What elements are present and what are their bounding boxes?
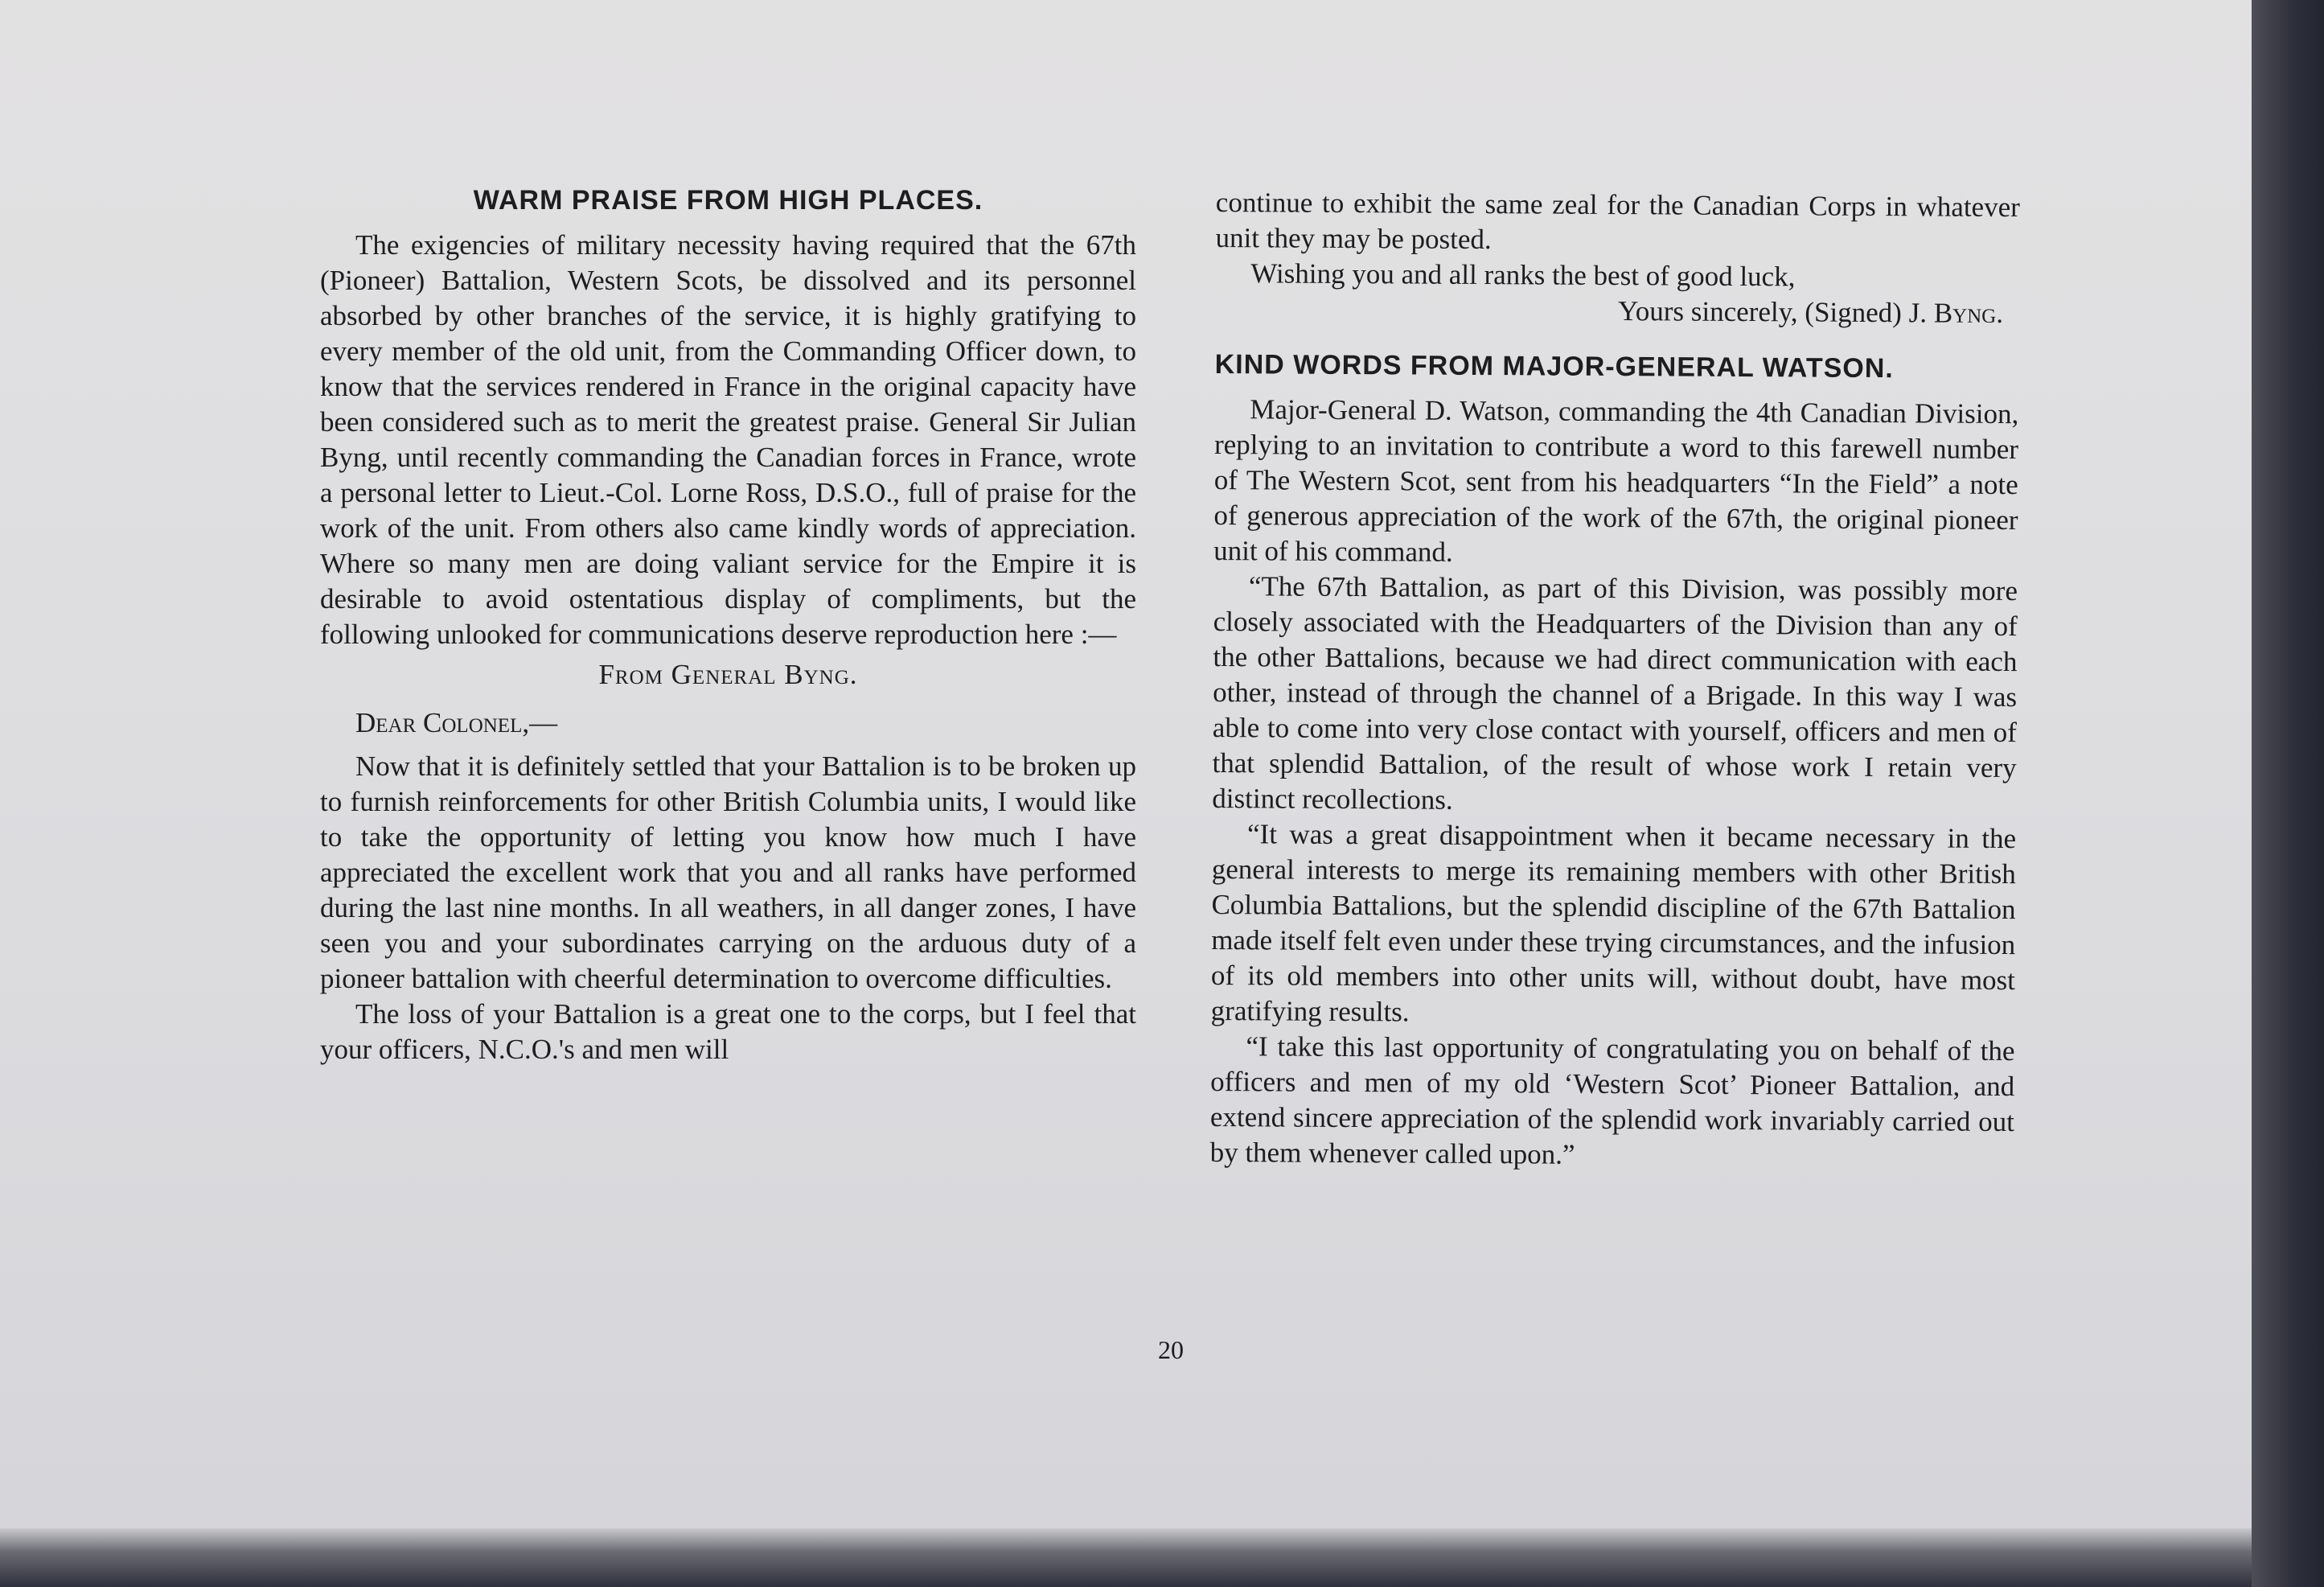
article-heading-warm-praise: WARM PRAISE FROM HIGH PLACES. [473,185,983,216]
signature: J. Byng. [1908,297,2004,329]
intro-paragraph: The exigencies of military necessity having required that the 67th (Pioneer) Battalion, Western Scots, be dissolved and its personnel absorbed by other branches of the service, it is highly gratifying to every member of the old unit, from the Commanding Officer down, to know that the services rendered in France in the original capacity have been considered such as to merit the greatest praise. General Sir Julian Byng, until recently commanding the Canadian forces in France, wrote a personal letter to Lieut.-Col. Lorne Ross, D.S.O., full of praise for the work of the unit. From others also came kindly words of appreciation. Where so many men are doing valiant service for the Empire it is desirable to avoid ostentatious display of compliments, but the following unlooked for communications deserve reproduction here :— [320,229,1136,650]
page-number: 20 [1158,1335,1184,1364]
left-column [320,185,1136,1067]
quote-paragraph: “I take this last opportunity of congratulating you on behalf of the officers and men of my old ‘Western Scot’ Pioneer Battalion, and extend sincere appreciation of the splendid work invariably carried out by them whenever called upon.” [1209,1030,2015,1170]
letter-wishing: Wishing you and all ranks the best of good luck, [1250,257,1796,293]
article-heading-kind-words: KIND WORDS FROM MAJOR-GENERAL WATSON. [1214,348,1894,384]
quote-paragraph: “The 67th Battalion, as part of this Division, was possibly more closely associated with the Headquarters of the Division than any of the other Battalions, because we had direct communication with each other, instead of through the channel of a Brigade. In this way I was able to come into very close contact with yourself, officers and men of that splendid Battalion, of the result of whose work I retain very distinct recollections. [1212,570,2018,816]
letter-closing [1215,291,2019,331]
letter-salutation: Dear Colonel,— [355,707,558,738]
letter-subheading: From General Byng. [598,659,858,690]
page-bottom-edge [0,1528,2252,1587]
intro-paragraph: Major-General D. Watson, commanding the 4th Canadian Division, replying to an invitation to contribute a word to this farewell number of The Western Scot, sent from his headquarters “In the Field” a note of generous appreciation of the work of the 67th, the original pioneer unit of his command. [1213,393,2019,568]
quote-paragraph: “It was a great disappointment when it became necessary in the general interests to merge its remaining members with other British Columbia Battalions, but the splendid discipline of the 67th Battalion made itself felt even under these trying circumstances, and the infusion of its old members into other units will, without doubt, have most gratifying results. [1210,818,2017,1028]
letter-continuation: continue to exhibit the same zeal for the Canadian Corps in whatever unit they may be posted. [1215,186,2020,256]
letter-paragraph: Now that it is definitely settled that your Battalion is to be broken up to furnish reinforcements for other British Columbia units, I would like to take the opportunity of letting you know how much I have appreciated the excellent work that you and all ranks have performed during the last nine months. In all weathers, in all danger zones, I have seen you and your subordinates carrying on the arduous duty of a pioneer battalion with cheerful determination to overcome difficulties. [320,750,1136,994]
right-column [1210,185,2020,1175]
page-edge-shadow [2252,0,2324,1587]
closing-text: Yours sincerely, (Signed) [1617,295,1903,329]
letter-paragraph: The loss of your Battalion is a great one to the corps, but I feel that your officers, N.C.O.'s and men will [320,998,1136,1065]
